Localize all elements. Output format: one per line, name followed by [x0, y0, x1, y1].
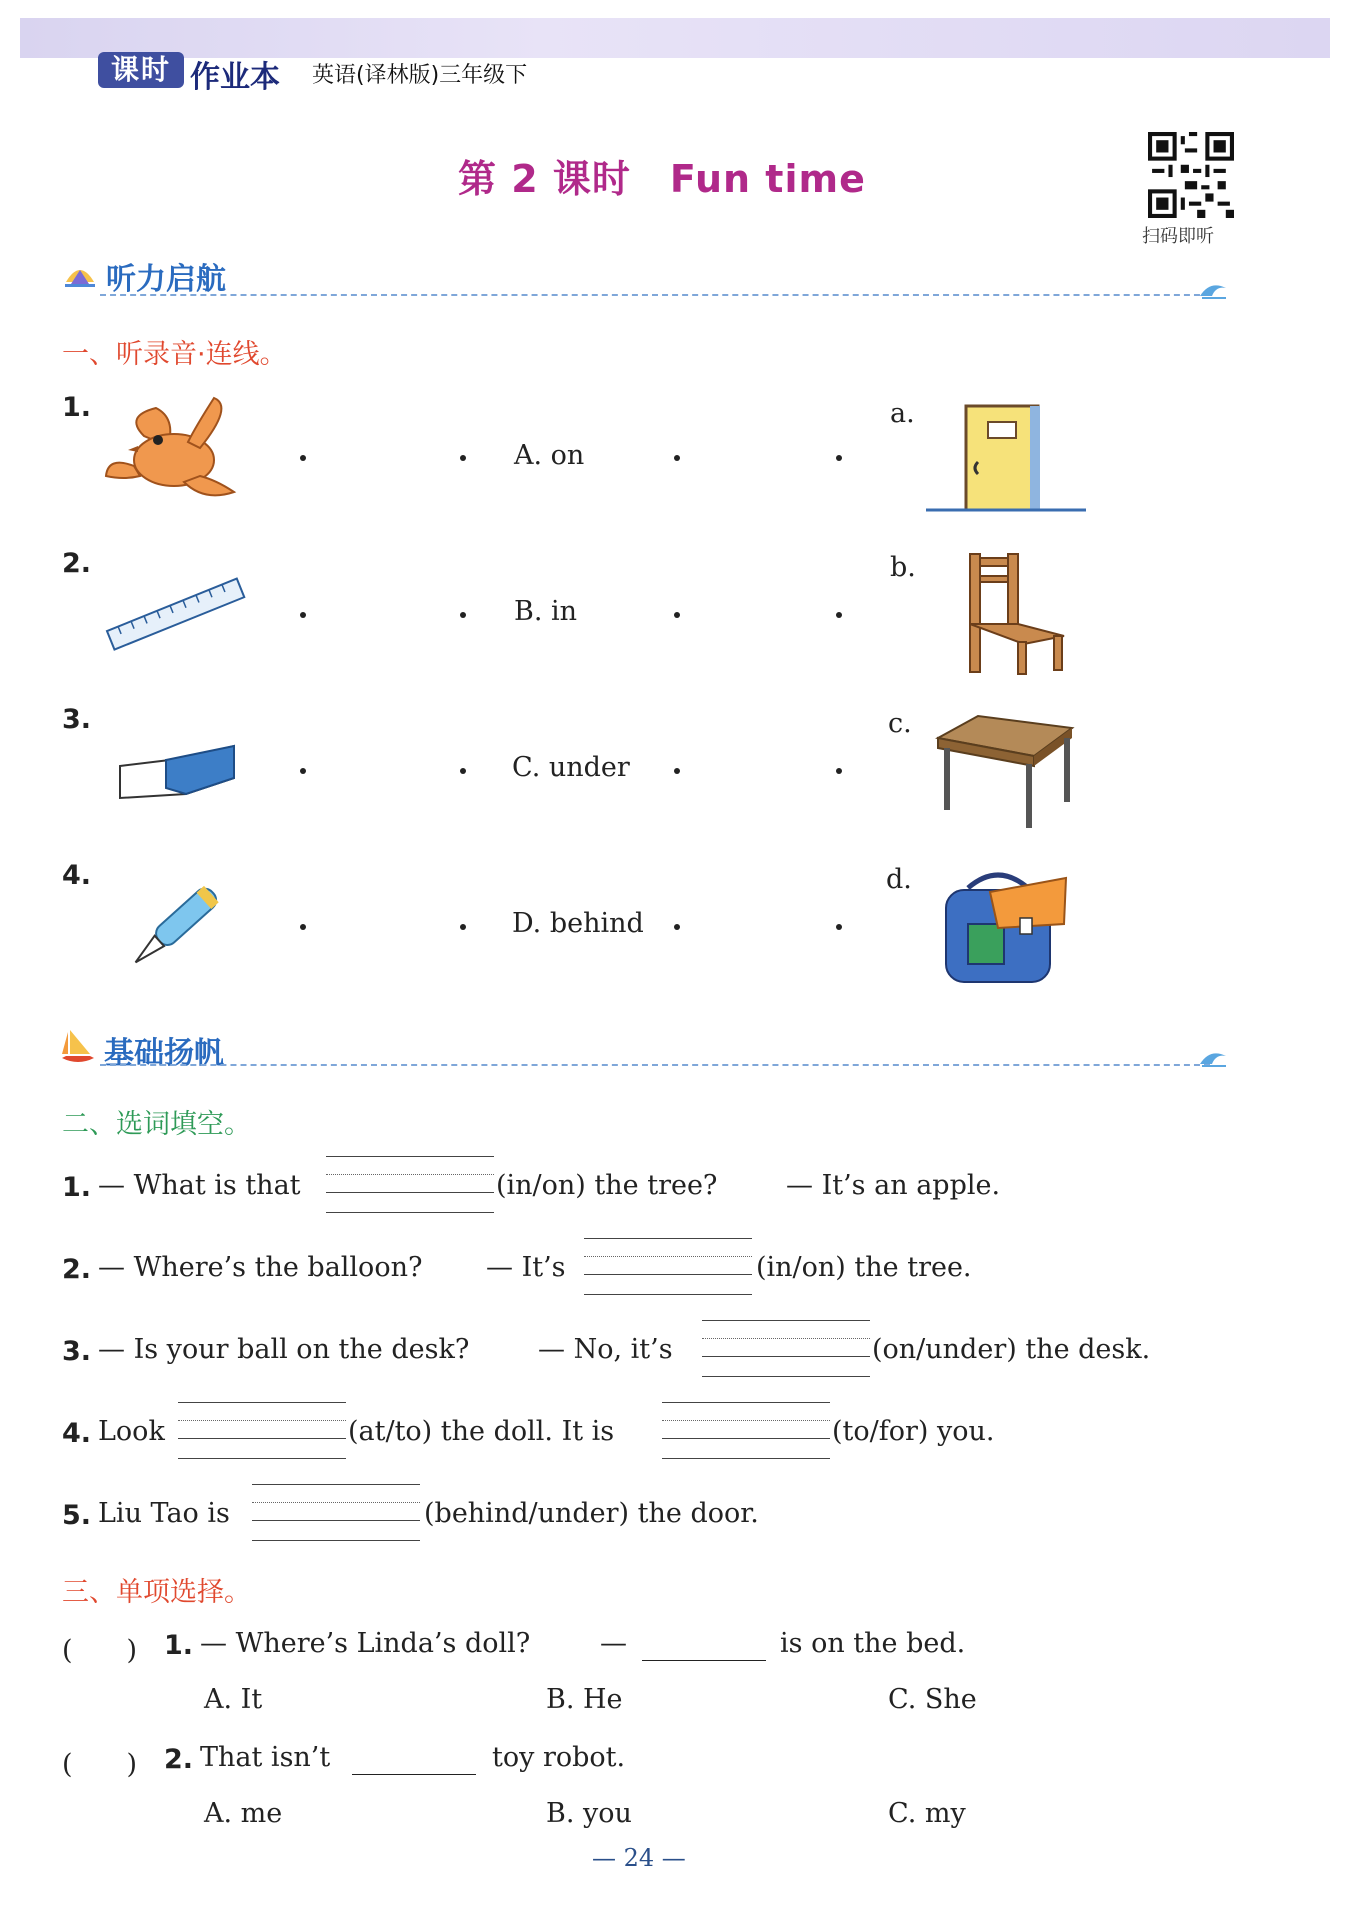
preposition-option: D. behind [512, 908, 644, 939]
section-divider [100, 1064, 1210, 1066]
door-icon [926, 400, 1088, 516]
option-b[interactable]: B. you [546, 1798, 632, 1829]
answer-blank[interactable] [178, 1402, 346, 1460]
match-dot[interactable] [300, 768, 306, 774]
item-text: That isn’t [200, 1742, 331, 1773]
picture-letter: c. [888, 708, 912, 739]
item-text: (behind/under) the door. [424, 1498, 759, 1529]
match-dot[interactable] [836, 768, 842, 774]
lesson-title: 第 2 课时 Fun time [458, 157, 866, 201]
item-text: — [600, 1628, 627, 1659]
section-title-basic: 基础扬帆 [104, 1036, 224, 1071]
item-text: (on/under) the desk. [872, 1334, 1151, 1365]
answer-blank[interactable] [352, 1774, 476, 1775]
answer-blank[interactable] [702, 1320, 870, 1378]
match-dot[interactable] [460, 455, 466, 461]
preposition-option: C. under [512, 752, 630, 783]
answer-blank[interactable] [326, 1156, 494, 1214]
brand-name: 作业本 [190, 60, 280, 95]
preposition-option: A. on [514, 440, 585, 471]
item-number: 5. [62, 1500, 92, 1531]
question-2-heading: 二、选词填空。 [62, 1109, 251, 1140]
qr-caption: 扫码即听 [1142, 226, 1214, 247]
picture-letter: a. [890, 398, 915, 429]
item-text: — No, it’s [538, 1334, 673, 1365]
match-dot[interactable] [836, 612, 842, 618]
item-text: — Where’s the balloon? [98, 1252, 423, 1283]
item-text: toy robot. [492, 1742, 626, 1773]
section-title-listening: 听力启航 [106, 262, 226, 297]
match-dot[interactable] [460, 924, 466, 930]
page-number: — 24 — [592, 1844, 686, 1872]
answer-paren[interactable]: ( ) [62, 1635, 138, 1666]
wave-icon [1198, 1046, 1228, 1068]
row-number: 1. [62, 392, 92, 423]
question-1-heading: 一、听录音·连线。 [62, 339, 287, 370]
bird-icon [104, 396, 246, 506]
match-dot[interactable] [836, 924, 842, 930]
brand-logo: 课时 [98, 52, 184, 88]
item-number: 2. [62, 1254, 92, 1285]
chair-icon [964, 552, 1074, 676]
row-number: 3. [62, 704, 92, 735]
match-dot[interactable] [460, 612, 466, 618]
schoolbag-icon [938, 868, 1074, 984]
item-text: — What is that [98, 1170, 301, 1201]
item-text: Look [98, 1416, 165, 1447]
item-number: 3. [62, 1336, 92, 1367]
match-dot[interactable] [460, 768, 466, 774]
item-text: (in/on) the tree? [496, 1170, 718, 1201]
question-3-heading: 三、单项选择。 [62, 1577, 251, 1608]
lighthouse-section-icon [62, 256, 98, 292]
desk-icon [934, 712, 1076, 830]
pencil-box-icon [116, 738, 238, 802]
item-text: — Where’s Linda’s doll? [200, 1628, 531, 1659]
option-b[interactable]: B. He [546, 1684, 623, 1715]
item-text: (to/for) you. [832, 1416, 995, 1447]
picture-letter: b. [890, 552, 916, 583]
row-number: 2. [62, 548, 92, 579]
match-dot[interactable] [300, 924, 306, 930]
option-c[interactable]: C. She [888, 1684, 977, 1715]
match-dot[interactable] [674, 768, 680, 774]
item-text: (in/on) the tree. [756, 1252, 972, 1283]
answer-blank[interactable] [642, 1660, 766, 1661]
answer-paren[interactable]: ( ) [62, 1749, 138, 1780]
preposition-option: B. in [514, 596, 578, 627]
item-number: 2. [164, 1744, 194, 1775]
option-c[interactable]: C. my [888, 1798, 966, 1829]
item-number: 1. [62, 1172, 92, 1203]
match-dot[interactable] [674, 455, 680, 461]
section-divider [100, 294, 1210, 296]
option-a[interactable]: A. It [204, 1684, 263, 1715]
item-number: 1. [164, 1630, 194, 1661]
option-a[interactable]: A. me [204, 1798, 283, 1829]
pen-icon [118, 868, 242, 982]
match-dot[interactable] [300, 455, 306, 461]
item-text: (at/to) the doll. It is [348, 1416, 615, 1447]
item-text: is on the bed. [780, 1628, 966, 1659]
answer-blank[interactable] [662, 1402, 830, 1460]
item-number: 4. [62, 1418, 92, 1449]
item-text: Liu Tao is [98, 1498, 230, 1529]
sailboat-section-icon [62, 1028, 96, 1066]
item-text: — It’s [486, 1252, 566, 1283]
match-dot[interactable] [674, 612, 680, 618]
match-dot[interactable] [674, 924, 680, 930]
item-reply: — It’s an apple. [786, 1170, 1001, 1201]
row-number: 4. [62, 860, 92, 891]
answer-blank[interactable] [584, 1238, 752, 1296]
answer-blank[interactable] [252, 1484, 420, 1542]
book-title: 英语(译林版)三年级下 [312, 63, 528, 88]
ruler-icon [100, 574, 252, 656]
match-dot[interactable] [836, 455, 842, 461]
item-text: — Is your ball on the desk? [98, 1334, 470, 1365]
picture-letter: d. [886, 864, 912, 895]
wave-icon [1198, 278, 1228, 300]
match-dot[interactable] [300, 612, 306, 618]
qr-code-icon[interactable] [1148, 132, 1234, 218]
